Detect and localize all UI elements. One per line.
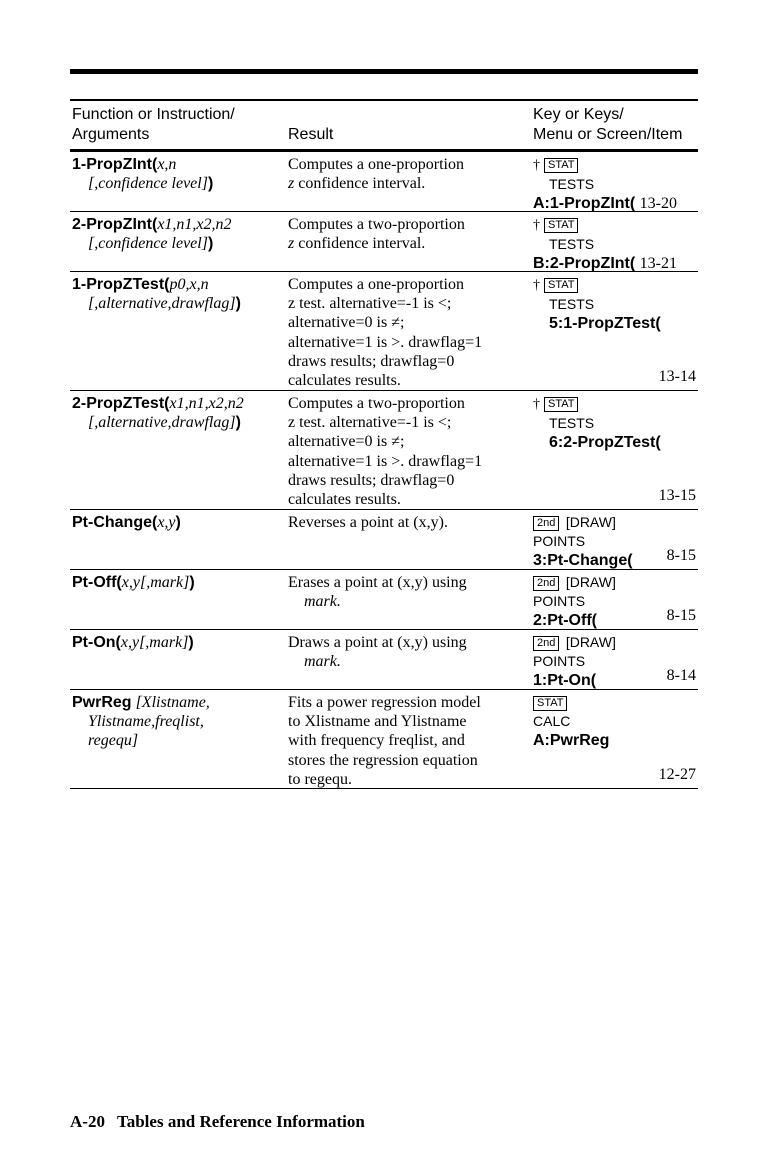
function-cell [72, 275, 287, 313]
function-name: Pt-On( [72, 634, 121, 651]
menu-item: A:1-PropZInt( [533, 195, 636, 213]
result-cell [288, 513, 528, 532]
result-cell [288, 693, 528, 789]
menu-item: 6:2-PropZTest( [549, 434, 661, 452]
stat-key: STAT [544, 218, 578, 233]
header-function-line1: Function or Instruction/ [72, 106, 235, 123]
function-close: ) [175, 514, 181, 531]
table-row [70, 690, 698, 789]
result-line: to regequ. [288, 770, 352, 788]
function-close: ) [235, 414, 241, 432]
function-args: x,y[,mark] [120, 634, 189, 651]
result-cell [288, 394, 528, 509]
function-cell [72, 155, 287, 193]
function-args: [Xlistname, [135, 694, 210, 711]
function-args: x,y[,mark] [121, 574, 190, 591]
key-label: [DRAW] [565, 574, 616, 590]
page-ref: 8-15 [666, 607, 696, 624]
menu-item: B:2-PropZInt( [533, 255, 636, 273]
page-ref: 8-15 [666, 547, 696, 564]
function-close: ) [207, 235, 214, 253]
result-line: draws results; drawflag=0 [288, 352, 455, 370]
2nd-key: 2nd [533, 516, 559, 531]
header-result: Result [288, 126, 334, 143]
menu-item: 1:Pt-On( [533, 672, 597, 690]
menu-name: TESTS [549, 176, 595, 193]
result-line: alternative=1 is >. drawflag=1 [288, 333, 483, 351]
stat-key: STAT [544, 397, 578, 412]
table-header [70, 99, 698, 152]
function-args: x,y [157, 514, 176, 531]
page-ref: 12-27 [658, 766, 696, 783]
result-var: z [288, 175, 295, 193]
menu-name: TESTS [549, 236, 595, 253]
table-row [70, 391, 698, 510]
function-name: 2-PropZInt( [72, 216, 158, 233]
page-ref: 13-14 [658, 368, 696, 385]
dagger-icon: † [533, 278, 540, 293]
result-line: to Xlistname and Ylistname [288, 713, 467, 731]
function-cell [72, 394, 287, 432]
menu-name: CALC [533, 713, 571, 730]
result-line: confidence interval. [294, 175, 426, 193]
result-line: calculates results. [288, 372, 401, 390]
key-cell [533, 215, 698, 274]
page-ref: 8-14 [666, 667, 696, 684]
header-key-line2: Menu or Screen/Item [533, 126, 683, 143]
table-row [70, 630, 698, 690]
function-args: regequ] [88, 732, 139, 750]
function-args-optional: [,confidence level] [88, 235, 208, 253]
result-line: mark. [304, 593, 341, 611]
menu-name: POINTS [533, 533, 586, 550]
key-label: [DRAW] [565, 514, 616, 530]
function-name: Pt-Change( [72, 514, 158, 531]
key-cell [533, 693, 698, 751]
function-close: ) [235, 295, 241, 313]
header-function [72, 105, 235, 145]
result-line: alternative=0 is ≠; [288, 314, 405, 332]
result-line: Erases a point at (x,y) using [288, 574, 467, 591]
function-args: x1,n1,x2,n2 [169, 395, 244, 412]
function-name: 2-PropZTest( [72, 395, 170, 412]
result-line: stores the regression equation [288, 751, 478, 769]
result-line: calculates results. [288, 491, 401, 509]
menu-item: 2:Pt-Off( [533, 612, 597, 630]
function-name: PwrReg [72, 694, 132, 711]
menu-item: 3:Pt-Change( [533, 552, 633, 570]
footer-section-title: Tables and Reference Information [116, 1112, 365, 1131]
page-footer [70, 1112, 365, 1132]
menu-item: A:PwrReg [533, 732, 610, 750]
stat-key: STAT [533, 696, 567, 711]
header-key-line1: Key or Keys/ [533, 106, 624, 123]
function-args: x,n [157, 156, 177, 173]
result-cell [288, 155, 528, 193]
header-key [533, 105, 682, 145]
result-line: mark. [304, 653, 341, 671]
function-name: Pt-Off( [72, 574, 122, 591]
menu-name: POINTS [533, 653, 586, 670]
reference-table [70, 99, 698, 789]
menu-name: TESTS [549, 415, 595, 432]
function-args: Ylistname,freqlist, [88, 713, 204, 731]
result-var: z [288, 235, 295, 253]
key-label: [DRAW] [565, 634, 616, 650]
page-ref: 13-21 [639, 255, 677, 273]
function-name: 1-PropZInt( [72, 156, 158, 173]
function-args: p0,x,n [169, 276, 209, 293]
result-cell [288, 275, 528, 390]
function-close: ) [189, 574, 195, 591]
stat-key: STAT [544, 278, 578, 293]
result-line: z test. alternative=-1 is <; [288, 295, 452, 313]
function-cell [72, 573, 287, 592]
function-args-optional: [,alternative,drawflag] [88, 414, 236, 432]
stat-key: STAT [544, 158, 578, 173]
key-cell [533, 155, 698, 214]
result-cell [288, 633, 528, 671]
result-line: draws results; drawflag=0 [288, 471, 455, 489]
result-line: Computes a one-proportion [288, 276, 464, 293]
function-args-optional: [,alternative,drawflag] [88, 295, 236, 313]
page-ref: 13-15 [658, 487, 696, 504]
result-cell [288, 573, 528, 611]
result-line: z test. alternative=-1 is <; [288, 414, 452, 432]
table-row [70, 510, 698, 570]
function-close: ) [188, 634, 194, 651]
function-args: x1,n1,x2,n2 [157, 216, 232, 233]
dagger-icon: † [533, 218, 540, 233]
menu-name: TESTS [549, 296, 595, 313]
menu-item: 5:1-PropZTest( [549, 315, 661, 333]
menu-name: POINTS [533, 593, 586, 610]
function-name: 1-PropZTest( [72, 276, 170, 293]
result-line: Computes a two-proportion [288, 395, 465, 412]
page-ref: 13-20 [639, 195, 677, 213]
function-args-optional: [,confidence level] [88, 175, 208, 193]
top-rule [70, 69, 698, 74]
result-line: alternative=1 is >. drawflag=1 [288, 452, 483, 470]
2nd-key: 2nd [533, 636, 559, 651]
function-cell [72, 693, 287, 751]
result-line: with frequency freqlist, and [288, 732, 465, 750]
dagger-icon: † [533, 397, 540, 412]
function-cell [72, 513, 287, 532]
table-row [70, 570, 698, 630]
header-function-line2: Arguments [72, 126, 150, 143]
function-cell [72, 215, 287, 253]
table-row [70, 272, 698, 391]
function-close: ) [207, 175, 214, 193]
result-line: alternative=0 is ≠; [288, 433, 405, 451]
result-cell [288, 215, 528, 253]
result-line: Computes a two-proportion [288, 216, 465, 233]
function-cell [72, 633, 287, 652]
result-line: Fits a power regression model [288, 694, 481, 711]
result-line: Computes a one-proportion [288, 156, 464, 173]
result-line: Draws a point at (x,y) using [288, 634, 467, 651]
key-cell [533, 394, 698, 453]
table-row [70, 212, 698, 272]
table-row [70, 152, 698, 212]
footer-page-number: A-20 [70, 1112, 105, 1131]
2nd-key: 2nd [533, 576, 559, 591]
result-line: Reverses a point at (x,y). [288, 514, 448, 531]
dagger-icon: † [533, 158, 540, 173]
key-cell [533, 275, 698, 334]
result-line: confidence interval. [294, 235, 426, 253]
